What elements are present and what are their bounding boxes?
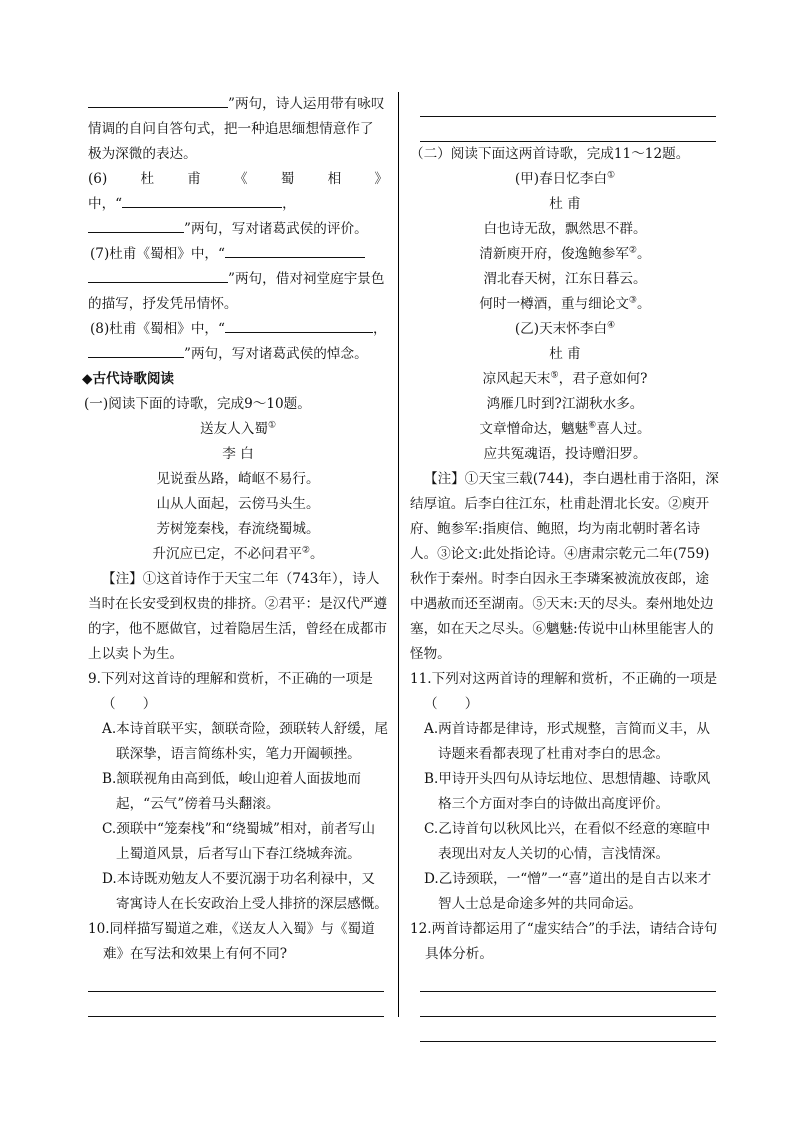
section-heading: ◆古代诗歌阅读 [82, 371, 175, 387]
answer-line[interactable] [420, 117, 716, 142]
poem-line: 清新庾开府，俊逸鲍参军②。 [479, 245, 651, 262]
question-6: (6) 杜 甫 《 蜀 相 》 [88, 171, 388, 187]
continuation-text: 极为深微的表达。 [88, 146, 197, 162]
question-12: 12.两首诗都运用了“虚实结合”的手法，请结合诗句具体分析。 [410, 921, 718, 962]
question-7: (7)杜甫《蜀相》中，“ [88, 242, 388, 267]
option-c[interactable]: C.颈联中“笼秦栈”和“绕蜀城”相对，前者写山上蜀道风景，后者写山下春江绕城奔流。 [102, 821, 376, 862]
question-11: 11.下列对这两首诗的理解和赏析，不正确的一项是 [410, 671, 718, 687]
answer-blank[interactable] [225, 318, 373, 333]
question-7-blank-line: ”两句，借对祠堂庭宇景色 [88, 267, 388, 292]
poem-line: 文章憎命达，魑魅⑥喜人过。 [479, 420, 651, 437]
poem-line: 鸿雁几时到?江湖秋水多。 [486, 396, 644, 412]
answer-line[interactable] [420, 92, 716, 117]
question-9: 9.下列对这首诗的理解和赏析，不正确的一项是 [88, 671, 373, 687]
question-6-blank-line: 中，“ ， [88, 192, 388, 217]
poem-note: 【注】①天宝三载(744)，李白遇杜甫于洛阳，深结厚谊。后李白往江东，杜甫赴渭北长安。②庾开府、鲍参军:指庾信、鲍照，均为南北朝时著名诗人。③论文:此处指论诗。④唐肃宗乾元二年(759)秋作于秦州。时李白因永王李璘案被流放夜郎，途中遇赦而还至湖南。⑤天末:天的尽头。秦州地处边塞，如在天之尽头。⑥魑魅:传说中山林里能害人的怪物。 [410, 471, 719, 662]
column-divider [398, 92, 399, 1017]
option-a[interactable]: A.本诗首联平实，颔联奇险，颈联转人舒缓，尾联深挚，语言简练朴实，笔力开阖顿挫。 [102, 721, 389, 762]
poem-line: 渭北春天树，江东日暮云。 [483, 271, 647, 287]
poem-line: 升沉应已定，不必问君平②。 [152, 545, 324, 562]
answer-blank[interactable] [88, 343, 184, 358]
subsection-heading: (一)阅读下面的诗歌，完成9～10题。 [84, 396, 311, 412]
right-column [410, 92, 720, 1042]
poem-title: 送友人入蜀① [199, 420, 277, 437]
question-8-blank-line: ”两句，写对诸葛武侯的悼念。 [88, 342, 388, 367]
answer-line[interactable] [88, 992, 384, 1017]
option-d[interactable]: D.乙诗颈联，一“憎”一“喜”道出的是自古以来才智人士总是命途多舛的共同命运。 [424, 871, 712, 912]
answer-paren[interactable]: （ ） [424, 696, 479, 712]
poem-line: 凉风起天末⑤，君子意如何? [482, 370, 648, 387]
answer-line[interactable] [420, 967, 716, 992]
continuation-line: ”两句，诗人运用带有咏叹 [88, 92, 388, 117]
question-6-blank-line: ”两句，写对诸葛武侯的评价。 [88, 217, 388, 242]
answer-line[interactable] [88, 967, 384, 992]
poem-author: 杜 甫 [549, 346, 581, 362]
poem-line: 芳树笼秦栈，春流绕蜀城。 [156, 521, 320, 537]
poem-author: 李 白 [222, 446, 254, 462]
poem-author: 杜 甫 [549, 196, 581, 212]
question-7-text: 的描写，抒发凭吊情怀。 [88, 296, 238, 312]
option-c[interactable]: C.乙诗首句以秋风比兴，在看似不经意的寒暄中表现出对友人关切的心情，言浅情深。 [424, 821, 711, 862]
answer-paren[interactable]: （ ） [102, 696, 157, 712]
poem-title: (甲)春日忆李白① [514, 170, 616, 187]
poem-line: 见说蚕丛路，崎岖不易行。 [156, 471, 320, 487]
poem-title: (乙)天末怀李白④ [514, 320, 616, 337]
poem-line: 山从人面起，云傍马头生。 [156, 496, 320, 512]
answer-blank[interactable] [122, 193, 282, 208]
question-8: (8)杜甫《蜀相》中，“ ， [88, 317, 388, 342]
option-d[interactable]: D.本诗既劝勉友人不要沉溺于功名利禄中，又寄寓诗人在长安政治上受人排挤的深层感慨。 [102, 871, 388, 912]
option-a[interactable]: A.两首诗都是律诗，形式规整，言简而义丰，从诗题来看都表现了杜甫对李白的思念。 [424, 721, 711, 762]
poem-note: 【注】①这首诗作于天宝二年（743年），诗人当时在长安受到权贵的排挤。②君平：是汉代严遵的字，他不愿做官，过着隐居生活，曾经在成都市上以卖卜为生。 [88, 571, 388, 662]
answer-blank[interactable] [225, 243, 365, 258]
subsection-heading: （二）阅读下面这两首诗歌，完成11～12题。 [410, 146, 690, 162]
option-b[interactable]: B.甲诗开头四句从诗坛地位、思想情趣、诗歌风格三个方面对李白的诗做出高度评价。 [424, 771, 711, 812]
answer-blank[interactable] [88, 218, 184, 233]
poem-line: 应共冤魂语，投诗赠汨罗。 [483, 446, 647, 462]
poem-line: 何时一樽酒，重与细论文③。 [479, 295, 651, 312]
option-b[interactable]: B.颔联视角由高到低，峻山迎着人面拔地而起，“云气”傍着马头翻滚。 [102, 771, 361, 812]
answer-blank[interactable] [88, 93, 228, 108]
answer-line[interactable] [420, 1017, 716, 1042]
continuation-text: 情调的自问自答句式，把一种追思缅想情意作了 [88, 121, 374, 137]
answer-blank[interactable] [88, 268, 228, 283]
poem-line: 白也诗无敌，飘然思不群。 [483, 221, 647, 237]
answer-line[interactable] [420, 992, 716, 1017]
left-column [82, 92, 389, 1017]
question-10: 10.同样描写蜀道之难，《送友人入蜀》与《蜀道难》在写法和效果上有何不同? [88, 921, 375, 962]
